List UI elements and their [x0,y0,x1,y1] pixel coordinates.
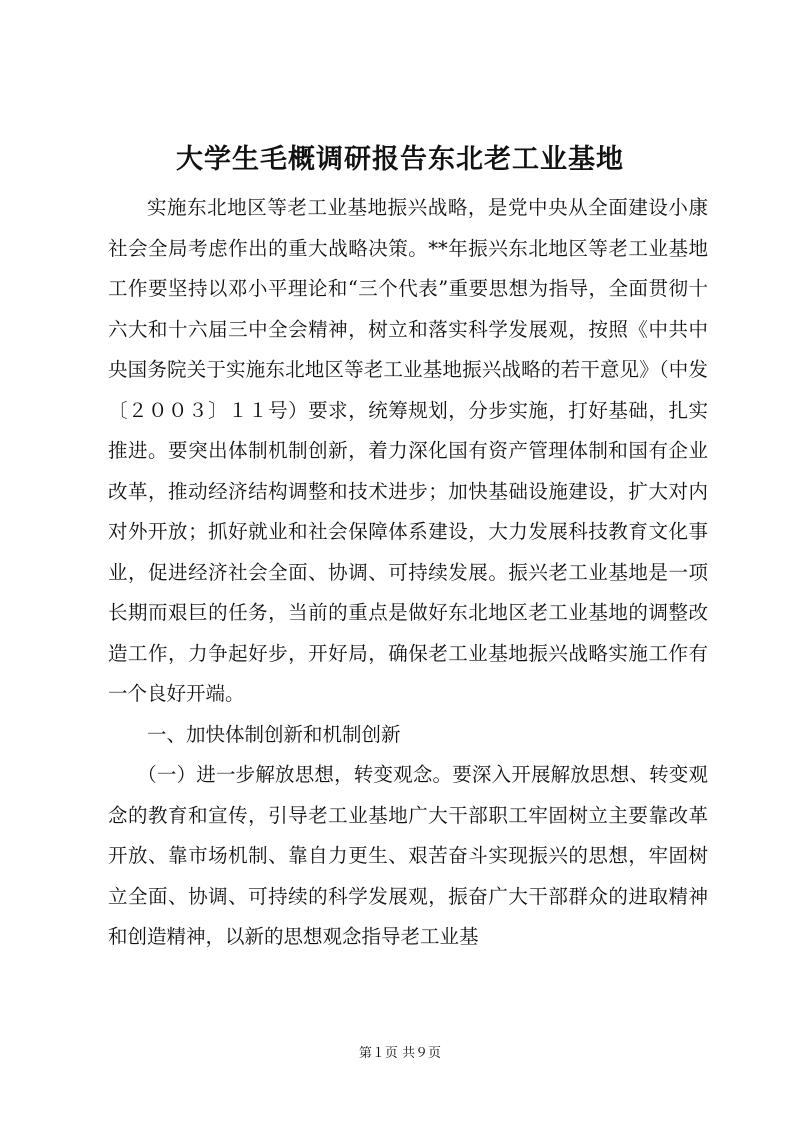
intro-paragraph: 实施东北地区等老工业基地振兴战略，是党中央从全面建设小康社会全局考虑作出的重大战略决策。**年振兴东北地区等老工业基地工作要坚持以邓小平理论和“三个代表”重要思想为指导，全面贯彻十六大和十六届三中全会精神，树立和落实科学发展观，按照《中共中央国务院关于实施东北地区等老工业基地振兴战略的若干意见》（中发〔２００３〕１１号）要求，统筹规划，分步实施，打好基础，扎实推进。要突出体制机制创新，着力深化国有资产管理体制和国有企业改革，推动经济结构调整和技术进步；加快基础设施建设，扩大对内对外开放；抓好就业和社会保障体系建设，大力发展科技教育文化事业，促进经济社会全面、协调、可持续发展。振兴老工业基地是一项长期而艰巨的任务，当前的重点是做好东北地区老工业基地的调整改造工作，力争起好步，开好局，确保老工业基地振兴战略实施工作有一个良好开端。 [108,196,708,705]
document-title: 大学生毛概调研报告东北老工业基地 [176,144,624,175]
sub-section-paragraph: （一）进一步解放思想，转变观念。要深入开展解放思想、转变观念的教育和宣传，引导老工业基地广大干部职工牢固树立主要靠改革开放、靠市场机制、靠自力更生、艰苦奋斗实现振兴的思想，牢固树立全面、协调、可持续的科学发展观，振奋广大干部群众的进取精神和创造精神，以新的思想观念指导老工业基 [108,763,708,948]
document-body [108,188,708,958]
page-number-footer: 第１页 共９页 [358,1046,442,1061]
section-heading: 一、加快体制创新和机制创新 [147,722,401,746]
